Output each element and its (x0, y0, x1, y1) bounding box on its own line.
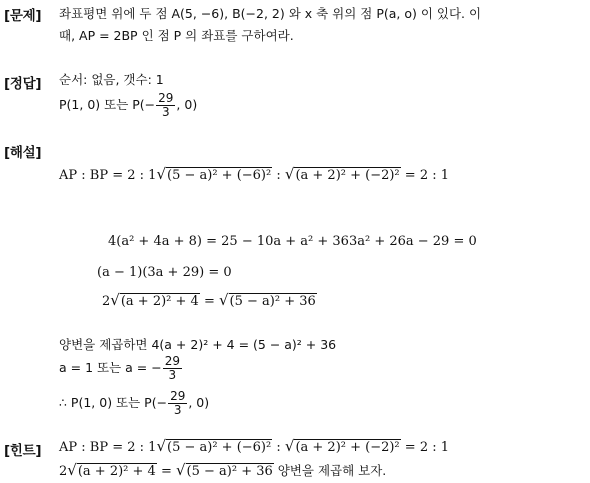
hint-sqrt-2: √(a + 2)² + (−2)² (284, 437, 400, 455)
answer-suffix: , 0) (176, 97, 198, 112)
solution-sqrt-1: √(5 − a)² + (−6)² (156, 165, 272, 183)
solution-sqrt-2: √(a + 2)² + (−2)² (284, 165, 400, 183)
solution-step-1: 양변을 제곱하면 4(a + 2)² + 4 = (5 − a)² + 36 (59, 337, 337, 352)
solution-ratio-right: = 2 : 1 (400, 168, 449, 183)
solution-eq-1: 4(a² + 4a + 8) = 25 − 10a + a² + 363a² + 26a − 29 = 0 (108, 234, 477, 249)
answer-frac-den: 3 (161, 105, 170, 119)
hint-sqrt-1: √(5 − a)² + (−6)² (156, 437, 272, 455)
answer-prefix: P(1, 0) 또는 P(− (59, 97, 156, 112)
solution-ratio-colon: : (272, 168, 285, 183)
answer-frac-num: 29 (158, 91, 174, 105)
solution-eq-2: (a − 1)(3a + 29) = 0 (97, 265, 232, 280)
solution-step-3: ∴ P(1, 0) 또는 P(− $\frac{29}{3}$ , 0) (59, 389, 210, 417)
hint-eq-sqrt-1: √(a + 2)² + 4 (67, 461, 156, 479)
problem-label: [문제] (4, 8, 42, 24)
solution-ratio-left: AP : BP = 2 : 1 (59, 168, 157, 183)
solution-eq3-sqrt-1: √(a + 2)² + 4 (110, 291, 199, 309)
problem-line-2: 때, AP = 2BP 인 점 P 의 좌표를 구하여라. (59, 28, 294, 43)
solution-label: [해설] (4, 145, 42, 161)
solution-step-2: a = 1 또는 a = − $\frac{29}{3}$ (59, 354, 180, 382)
solution-eq-3: 2√(a + 2)² + 4 = √(5 − a)² + 36 (102, 291, 316, 309)
solution-step3-fraction: $\frac{29}{3}$ (170, 389, 186, 417)
solution-eq3-sqrt-2: √(5 − a)² + 36 (218, 291, 316, 309)
answer-label: [정답] (4, 76, 42, 92)
answer-fraction (156, 92, 175, 119)
hint-eq: 2√(a + 2)² + 4 = √(5 − a)² + 36 양변을 제곱해 보자. (59, 461, 387, 479)
hint-label: [힌트] (4, 443, 42, 459)
problem-line-1: 좌표평면 위에 두 점 A(5, −6), B(−2, 2) 와 x 축 위의 점 P(a, o) 이 있다. 이 (59, 6, 482, 21)
hint-eq-sqrt-2: √(5 − a)² + 36 (175, 461, 273, 479)
solution-ratio (59, 166, 449, 184)
hint-ratio: AP : BP = 2 : 1√(5 − a)² + (−6)² : √(a + 2)² + (−2)² = 2 : 1 (59, 437, 449, 455)
solution-step2-fraction: $\frac{29}{3}$ (164, 354, 180, 382)
answer-line-1: 순서: 없음, 갯수: 1 (59, 72, 164, 87)
answer-line-2 (59, 92, 197, 119)
